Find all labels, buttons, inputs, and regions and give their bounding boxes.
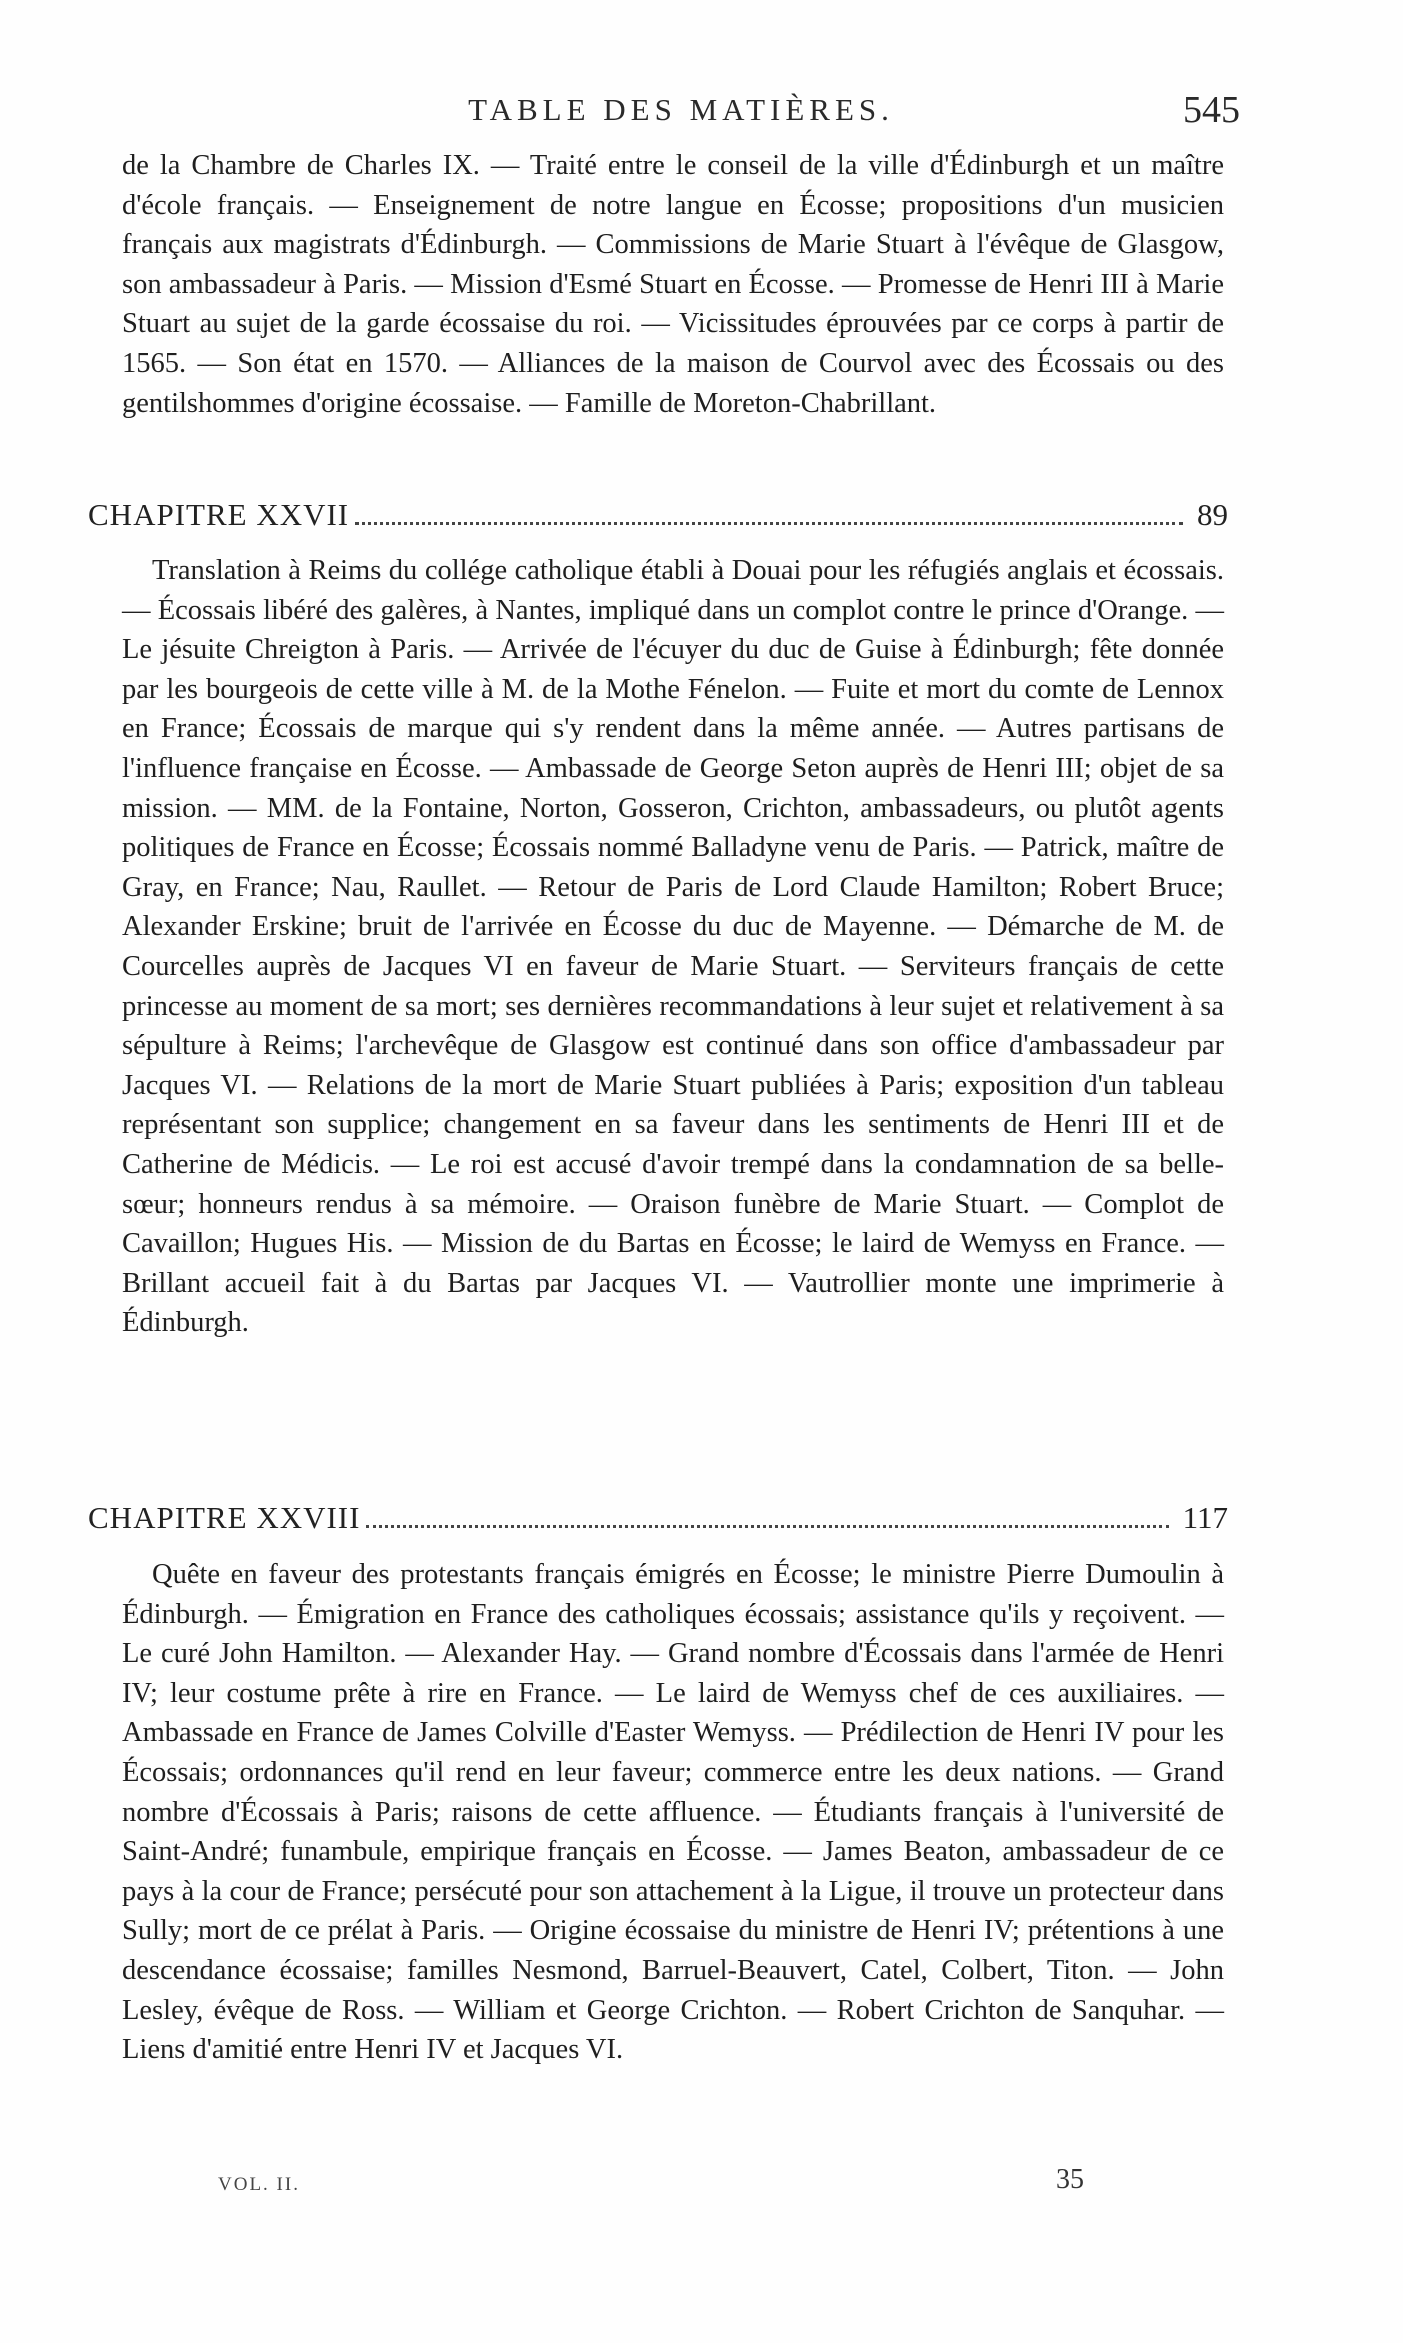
page-footer [218,2164,1098,2204]
toc-entry-chapter-27 [88,497,1228,537]
dot-leader [355,522,1183,525]
chapter-27-summary: Translation à Reims du collége catholique établi à Douai pour les réfugiés anglais et écossais. — Écossais libéré des galères, à Nantes, impliqué dans un complot contre le prince d'Orange. — Le jésuite Chreigton à Paris. — Arrivée de l'écuyer du duc de Guise à Édinburgh; fête donnée par les bourgeois de cette ville à M. de la Mothe Fénelon. — Fuite et mort du comte de Lennox en France; Écossais de marque qui s'y rendent dans la même année. — Autres partisans de l'influence française en Écosse. — Ambassade de George Seton auprès de Henri III; objet de sa mission. — MM. de la Fontaine, Norton, Gosseron, Crichton, ambassadeurs, ou plutôt agents politiques de France en Écosse; Écossais nommé Balladyne venu de Paris. — Patrick, maître de Gray, en France; Nau, Raullet. — Retour de Paris de Lord Claude Hamilton; Robert Bruce; Alexander Erskine; bruit de l'arrivée en Écosse du duc de Mayenne. — Démarche de M. de Courcelles auprès de Jacques VI en faveur de Marie Stuart. — Serviteurs français de cette princesse au moment de sa mort; ses dernières recommandations à leur sujet et relativement à sa sépulture à Reims; l'archevêque de Glasgow est continué dans son office d'ambassadeur par Jacques VI. — Relations de la mort de Marie Stuart publiées à Paris; exposition d'un tableau représentant son supplice; changement en sa faveur dans les sentiments de Henri III et de Catherine de Médicis. — Le roi est accusé d'avoir trempé dans la condamnation de sa belle-sœur; honneurs rendus à sa mémoire. — Oraison funèbre de Marie Stuart. — Complot de Cavaillon; Hugues His. — Mission de du Bartas en Écosse; le laird de Wemyss en France. — Brillant accueil fait à du Bartas par Jacques VI. — Vautrollier monte une imprimerie à Édinburgh. [122,555,1224,1339]
dot-leader [366,1525,1168,1528]
running-title: TABLE DES MATIÈRES. [468,92,894,127]
chapter-page-number: 89 [1197,497,1228,532]
volume-label: VOL. II. [218,2174,300,2195]
chapter-title: CHAPITRE XXVIII [88,1500,361,1535]
toc-entry-chapter-28 [88,1500,1228,1540]
chapter-28-summary: Quête en faveur des protestants français émigrés en Écosse; le ministre Pierre Dumoulin à Édinburgh. — Émigration en France des catholiques écossais; assistance qu'ils y reçoivent. — Le curé John Hamilton. — Alexander Hay. — Grand nombre d'Écossais dans l'armée de Henri IV; leur costume prête à rire en France. — Le laird de Wemyss chef de ces auxiliaires. — Ambassade en France de James Colville d'Easter Wemyss. — Prédilection de Henri IV pour les Écossais; ordonnances qu'il rend en leur faveur; commerce entre les deux nations. — Grand nombre d'Écossais à Paris; raisons de cette affluence. — Étudiants français à l'université de Saint-André; funambule, empirique français en Écosse. — James Beaton, ambassadeur de ce pays à la cour de France; persécuté pour son attachement à la Ligue, il trouve un protecteur dans Sully; mort de ce prélat à Paris. — Origine écossaise du ministre de Henri IV; prétentions à une descendance écossaise; familles Nesmond, Barruel-Beauvert, Catel, Colbert, Titon. — John Lesley, évêque de Ross. — William et George Crichton. — Robert Crichton de Sanquhar. — Liens d'amitié entre Henri IV et Jacques VI. [122,1559,1224,2066]
continued-summary-paragraph: de la Chambre de Charles IX. — Traité entre le conseil de la ville d'Édinburgh et un maître d'école français. — Enseignement de notre langue en Écosse; propositions d'un musicien français aux magistrats d'Édinburgh. — Commissions de Marie Stuart à l'évêque de Glasgow, son ambassadeur à Paris. — Mission d'Esmé Stuart en Écosse. — Promesse de Henri III à Marie Stuart au sujet de la garde écossaise du roi. — Vicissitudes éprouvées par ce corps à partir de 1565. — Son état en 1570. — Alliances de la maison de Courvol avec des Écossais ou des gentilshommes d'origine écossaise. — Famille de Moreton-Chabrillant. [122,150,1224,419]
chapter-page-number: 117 [1182,1500,1228,1535]
page-number: 545 [1183,89,1240,131]
running-head [122,89,1240,136]
chapter-title: CHAPITRE XXVII [88,497,350,532]
signature-mark: 35 [1056,2164,1084,2195]
